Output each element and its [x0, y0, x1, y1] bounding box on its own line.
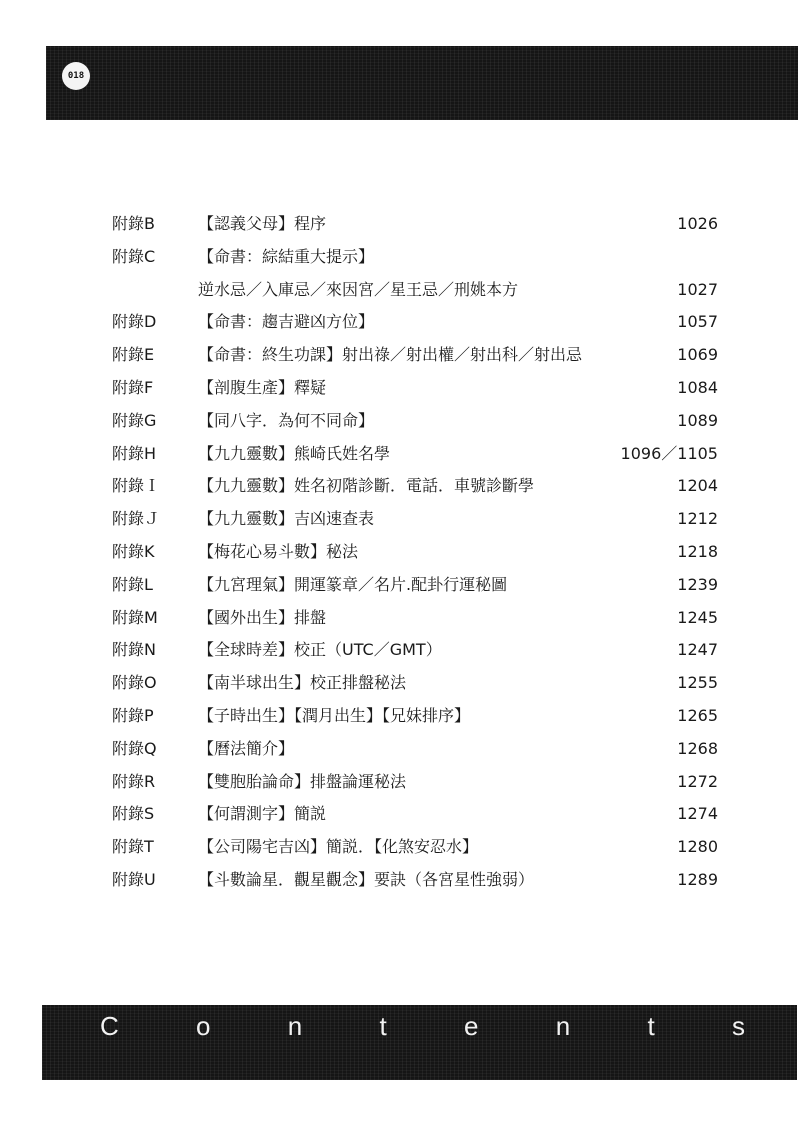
toc-label: 附錄N	[112, 640, 156, 660]
toc-row	[0, 772, 800, 805]
toc-page: 1272	[677, 771, 718, 791]
toc-label: 附錄L	[112, 574, 153, 594]
contents-letter: n	[287, 1011, 303, 1041]
toc-label: 附錄T	[112, 837, 154, 857]
toc-page: 1057	[677, 312, 718, 332]
toc-row	[0, 214, 800, 247]
toc-title: 【命書：終生功課】射出祿／射出權／射出科／射出忌	[198, 345, 583, 365]
toc-row	[0, 608, 800, 641]
toc-label: 附錄P	[112, 706, 154, 725]
toc-row	[0, 378, 800, 411]
toc-label: 附錄S	[112, 804, 155, 824]
toc-page: 1069	[677, 345, 718, 365]
toc-page: 1255	[677, 673, 718, 693]
toc-row	[0, 247, 800, 280]
toc-row	[0, 542, 800, 575]
contents-letter: t	[379, 1011, 387, 1041]
toc-title: 【九九靈數】熊崎氏姓名學	[198, 443, 391, 463]
contents-letter: s	[731, 1011, 745, 1041]
toc-label: 附錄D	[112, 312, 157, 332]
toc-label: 附錄R	[112, 771, 156, 791]
toc-title: 【九宮理氣】開運篆章／名片.配卦行運秘圖	[198, 574, 508, 594]
toc-label: 附錄Ｉ	[112, 476, 161, 496]
toc-label: 附錄C	[112, 246, 156, 266]
toc-page: 1247	[677, 640, 718, 660]
toc-title: 【同八字．為何不同命】	[198, 410, 375, 430]
toc-label: 附錄O	[112, 673, 157, 693]
toc-title: 【九九靈數】吉凶速查表	[198, 509, 375, 529]
toc-title: 【曆法簡介】	[198, 738, 295, 758]
toc-page: 1212	[677, 509, 718, 529]
toc-row	[0, 444, 800, 477]
toc-title: 【命書：趨吉避凶方位】	[198, 312, 375, 332]
toc-title: 【子時出生】【潤月出生】【兄妹排序】	[198, 706, 471, 725]
toc-row	[0, 575, 800, 608]
toc-label: 附錄U	[112, 870, 156, 889]
contents-word	[42, 1010, 797, 1042]
toc-title: 【南半球出生】校正排盤秘法	[198, 673, 407, 693]
toc-label: 附錄Q	[112, 738, 157, 758]
toc-label: 附錄K	[112, 542, 155, 561]
toc-label: 附錄Ｊ	[112, 509, 161, 529]
toc-page: 1218	[677, 542, 718, 561]
toc-title: 【認義父母】程序	[198, 214, 327, 233]
toc-title: 【九九靈數】姓名初階診斷．電話．車號診斷學	[198, 476, 535, 496]
contents-letter: n	[555, 1011, 571, 1041]
toc-page: 1027	[677, 279, 718, 299]
toc-row	[0, 706, 800, 739]
toc-page: 1239	[677, 574, 718, 594]
toc-page: 1089	[677, 410, 718, 430]
toc-row	[0, 870, 800, 903]
toc-page: 1204	[677, 476, 718, 496]
toc-row	[0, 804, 800, 837]
toc-label: 附錄E	[112, 345, 155, 365]
toc-page: 1268	[677, 738, 718, 758]
toc-title: 【國外出生】排盤	[198, 607, 327, 627]
toc-row	[0, 411, 800, 444]
toc-row	[0, 640, 800, 673]
contents-letter: o	[196, 1011, 211, 1041]
toc-page: 1274	[677, 804, 718, 824]
toc-row	[0, 345, 800, 378]
toc-row	[0, 509, 800, 542]
toc-row	[0, 837, 800, 870]
contents-letter: e	[464, 1011, 479, 1041]
toc-title: 逆水忌／入庫忌／來因宮／星王忌／刑姚本方	[198, 279, 519, 299]
toc-title: 【全球時差】校正（UTC／GMT）	[198, 640, 442, 660]
toc-label: 附錄G	[112, 410, 157, 430]
toc-page: 1289	[677, 870, 718, 889]
toc-page: 1026	[677, 214, 718, 233]
toc-row	[0, 673, 800, 706]
toc-title: 【梅花心易斗數】秘法	[198, 542, 359, 561]
page-number-badge: 018	[62, 62, 90, 90]
toc-page: 1265	[677, 706, 718, 725]
toc-title: 【斗數論星．觀星觀念】要訣（各宮星性強弱）	[198, 870, 535, 889]
toc-row	[0, 312, 800, 345]
toc-page: 1245	[677, 607, 718, 627]
toc-title: 【命書：綜結重大提示】	[198, 246, 375, 266]
toc-label: 附錄B	[112, 214, 155, 233]
toc-page: 1280	[677, 837, 718, 857]
toc-page: 1096／1105	[620, 443, 718, 463]
toc-title: 【何謂測字】簡説	[198, 804, 327, 824]
toc-title: 【公司陽宅吉凶】簡説．【化煞安忍水】	[198, 837, 479, 857]
toc-title: 【剖腹生產】釋疑	[198, 378, 327, 397]
toc-page: 1084	[677, 378, 718, 397]
contents-letter: C	[100, 1011, 119, 1041]
toc-row	[0, 476, 800, 509]
toc-label: 附錄M	[112, 607, 158, 627]
toc-title: 【雙胞胎論命】排盤論運秘法	[198, 771, 407, 791]
header-bar	[46, 46, 798, 120]
contents-letter: t	[647, 1011, 655, 1041]
toc-label: 附錄H	[112, 443, 157, 463]
toc-row	[0, 280, 800, 313]
toc-label: 附錄F	[112, 378, 154, 397]
toc-row	[0, 739, 800, 772]
